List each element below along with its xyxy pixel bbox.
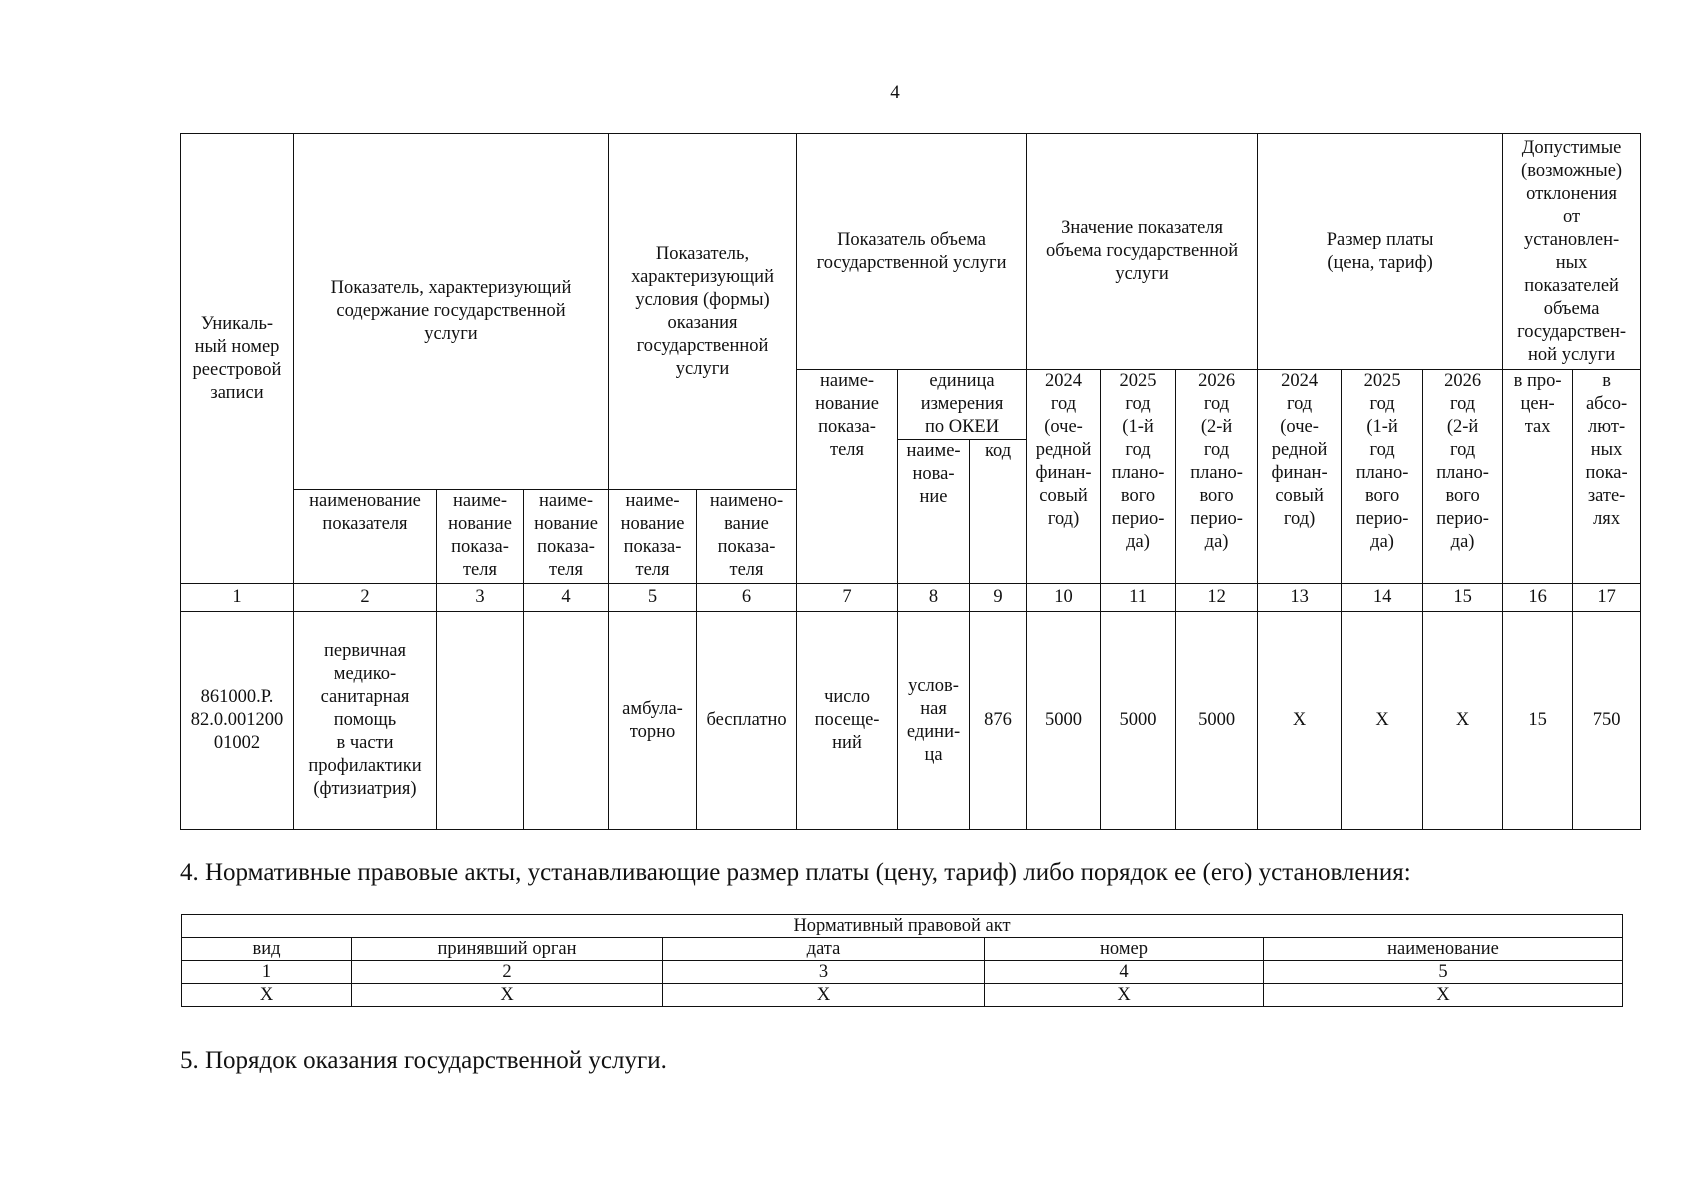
cell-col-3 [437, 612, 524, 830]
cell-type: Х [182, 984, 352, 1007]
header-col-14: 2025 год (1-й год плано- вого перио- да) [1342, 370, 1423, 584]
header-authority: принявший орган [352, 938, 663, 961]
cell-value-2025: 5000 [1101, 612, 1176, 830]
cell-indicator-name: число посеще- ний [797, 612, 898, 830]
header-col-11: 2025 год (1-й год плано- вого перио- да) [1101, 370, 1176, 584]
header-name: наименование [1264, 938, 1623, 961]
column-number: 16 [1503, 584, 1573, 612]
column-number: 3 [663, 961, 985, 984]
header-date: дата [663, 938, 985, 961]
column-number: 10 [1027, 584, 1101, 612]
cell-deviation-percent: 15 [1503, 612, 1573, 830]
column-number: 5 [1264, 961, 1623, 984]
cell-value-2024: 5000 [1027, 612, 1101, 830]
column-number: 1 [182, 961, 352, 984]
legal-acts-table [181, 914, 1623, 1007]
header-col-5: наиме- нование показа- теля [609, 490, 697, 584]
cell-name: Х [1264, 984, 1623, 1007]
legal-acts-title: Нормативный правовой акт [182, 915, 1623, 938]
cell-deviation-absolute: 750 [1573, 612, 1641, 830]
cell-date: Х [663, 984, 985, 1007]
header-col-6: наимено- вание показа- теля [697, 490, 797, 584]
column-number: 9 [970, 584, 1027, 612]
column-number: 17 [1573, 584, 1641, 612]
service-volume-table [180, 133, 1641, 830]
column-number: 13 [1258, 584, 1342, 612]
column-number: 11 [1101, 584, 1176, 612]
header-col-12: 2026 год (2-й год плано- вого перио- да) [1176, 370, 1258, 584]
cell-col-4 [524, 612, 609, 830]
cell-fee-2024: Х [1258, 612, 1342, 830]
header-number: номер [985, 938, 1264, 961]
column-number: 8 [898, 584, 970, 612]
header-col-9: код [970, 440, 1027, 584]
column-number: 2 [294, 584, 437, 612]
column-number: 4 [524, 584, 609, 612]
header-col-13: 2024 год (оче- редной финан- совый год) [1258, 370, 1342, 584]
table-row [181, 612, 1641, 830]
header-col-7: наиме- нование показа- теля [797, 370, 898, 584]
cell-content-name: первичная медико- санитарная помощь в части профилактики (фтизиатрия) [294, 612, 437, 830]
section-4-heading: 4. Нормативные правовые акты, устанавливающие размер платы (цену, тариф) либо порядок ее (его) установления: [180, 859, 1411, 886]
header-conditions-indicator: Показатель, характеризующий условия (формы) оказания государственной услуги [609, 134, 797, 490]
header-volume-value: Значение показателя объема государственной услуги [1027, 134, 1258, 370]
cell-fee-2025: Х [1342, 612, 1423, 830]
column-number: 15 [1423, 584, 1503, 612]
legal-acts-numbers-row [182, 961, 1623, 984]
header-deviation: Допустимые (возможные) отклонения от установлен- ных показателей объема государствен- ной услуги [1503, 134, 1641, 370]
column-number: 6 [697, 584, 797, 612]
column-number: 5 [609, 584, 697, 612]
column-number: 14 [1342, 584, 1423, 612]
header-fee: Размер платы (цена, тариф) [1258, 134, 1503, 370]
table-row [182, 984, 1623, 1007]
column-number: 3 [437, 584, 524, 612]
header-col-16: в про- цен- тах [1503, 370, 1573, 584]
column-number: 2 [352, 961, 663, 984]
header-content-indicator: Показатель, характеризующий содержание государственной услуги [294, 134, 609, 490]
header-volume-indicator: Показатель объема государственной услуги [797, 134, 1027, 370]
column-number: 7 [797, 584, 898, 612]
cell-number: Х [985, 984, 1264, 1007]
cell-fee-2026: Х [1423, 612, 1503, 830]
header-unique-number: Уникаль- ный номер реестровой записи [181, 134, 294, 584]
column-numbers-row [181, 584, 1641, 612]
column-number: 4 [985, 961, 1264, 984]
header-col-2: наименование показателя [294, 490, 437, 584]
cell-authority: Х [352, 984, 663, 1007]
cell-payment: бесплатно [697, 612, 797, 830]
header-col-15: 2026 год (2-й год плано- вого перио- да) [1423, 370, 1503, 584]
cell-registry-number: 861000.Р. 82.0.001200 01002 [181, 612, 294, 830]
cell-unit-code: 876 [970, 612, 1027, 830]
cell-unit-name: услов- ная едини- ца [898, 612, 970, 830]
header-col-8: наиме- нова- ние [898, 440, 970, 584]
header-okei-unit: единица измерения по ОКЕИ [898, 370, 1027, 440]
header-col-17: в абсо- лют- ных пока- зате- лях [1573, 370, 1641, 584]
header-type: вид [182, 938, 352, 961]
column-number: 12 [1176, 584, 1258, 612]
cell-form: амбула- торно [609, 612, 697, 830]
header-col-10: 2024 год (оче- редной финан- совый год) [1027, 370, 1101, 584]
cell-value-2026: 5000 [1176, 612, 1258, 830]
header-col-3: наиме- нование показа- теля [437, 490, 524, 584]
header-col-4: наиме- нование показа- теля [524, 490, 609, 584]
column-number: 1 [181, 584, 294, 612]
section-5-heading: 5. Порядок оказания государственной услуги. [180, 1047, 667, 1074]
legal-acts-header-row [182, 938, 1623, 961]
page-number: 4 [890, 82, 900, 103]
